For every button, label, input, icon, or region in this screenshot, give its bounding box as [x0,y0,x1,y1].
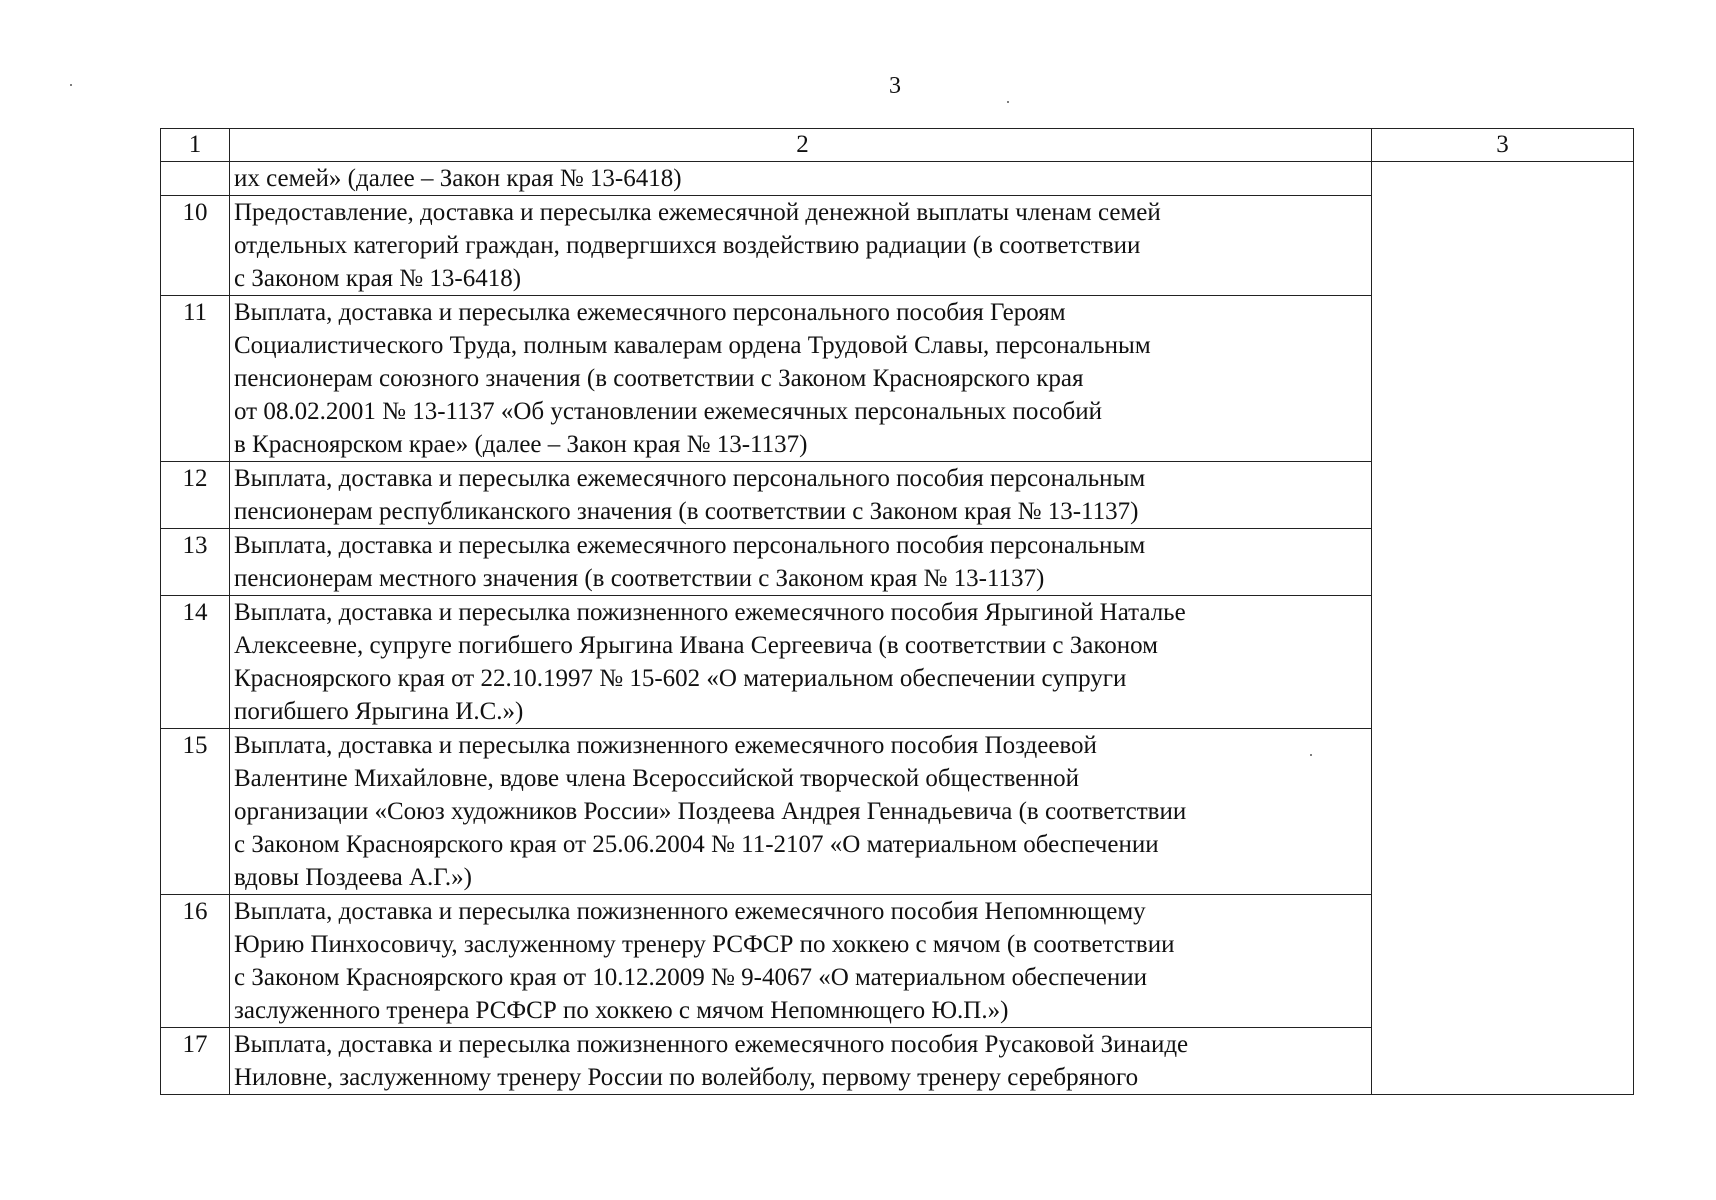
row-number: 10 [161,196,230,296]
row-number: 17 [161,1028,230,1095]
benefits-table [160,128,1634,1095]
row-number: 15 [161,729,230,895]
row-text-content: Выплата, доставка и пересылка пожизненного ежемесячного пособия Русаковой Зинаиде Ниловне, заслуженному тренеру России по волейболу, первому тренеру серебряного [234,1031,1189,1091]
row-text [230,162,1372,196]
row-number: 14 [161,596,230,729]
table-row [161,162,1634,196]
row-text [230,196,1372,296]
row-number [161,162,230,196]
row-text-content: Выплата, доставка и пересылка пожизненного ежемесячного пособия Ярыгиной Наталье Алексеевне, супруге погибшего Ярыгина Ивана Сергеевича (в соответствии с Законом Красноярского края от 22.10.1997 № 15-602 «О материальном обеспечении супруги погибшего Ярыгина И.С.») [234,599,1186,725]
scan-speck [1007,101,1009,103]
row-text [230,296,1372,462]
row-text-content: Выплата, доставка и пересылка пожизненного ежемесячного пособия Поздеевой Валентине Михайловне, вдове члена Всероссийской творческой общественной организации «Союз художников России» Поздеева Андрея Геннадьевича (в соответствии с Законом Красноярского края от 25.06.2004 № 11-2107 «О материальном обеспечении вдовы Поздеева А.Г.») [234,732,1187,891]
row-text-content: Выплата, доставка и пересылка пожизненного ежемесячного пособия Непомнющему Юрию Пинхосовичу, заслуженному тренеру РСФСР по хоккею с мячом (в соответствии с Законом Красноярского края от 10.12.2009 № 9-4067 «О материальном обеспечении заслуженного тренера РСФСР по хоккею с мячом Непомнющего Ю.П.») [234,898,1175,1024]
row-text [230,895,1372,1028]
row-text-content: их семей» (далее – Закон края № 13-6418) [234,165,682,192]
row-text [230,729,1372,895]
row-number: 11 [161,296,230,462]
row-text [230,1028,1372,1095]
row-text-content: Выплата, доставка и пересылка ежемесячного персонального пособия Героям Социалистического Труда, полным кавалерам ордена Трудовой Славы, персональным пенсионерам союзного значения (в соответствии с Законом Красноярского края от 08.02.2001 № 13-1137 «Об установлении ежемесячных персональных пособий в Красноярском крае» (далее – Закон края № 13-1137) [234,299,1151,458]
table-header-row [161,129,1634,162]
header-col-1: 1 [161,129,230,162]
row-text-content: Выплата, доставка и пересылка ежемесячного персонального пособия персональным пенсионерам местного значения (в соответствии с Законом края № 13-1137) [234,532,1146,592]
row-text [230,462,1372,529]
row-text [230,596,1372,729]
page-number: 3 [889,73,901,99]
scan-speck [70,84,72,86]
row-number: 13 [161,529,230,596]
header-col-3: 3 [1372,129,1634,162]
row-text-content: Выплата, доставка и пересылка ежемесячного персонального пособия персональным пенсионерам республиканского значения (в соответствии с Законом края № 13-1137) [234,465,1146,525]
col3-cell [1372,162,1634,1095]
row-text [230,529,1372,596]
row-number: 16 [161,895,230,1028]
row-number: 12 [161,462,230,529]
row-text-content: Предоставление, доставка и пересылка ежемесячной денежной выплаты членам семей отдельных категорий граждан, подвергшихся воздействию радиации (в соответствии с Законом края № 13-6418) [234,199,1161,292]
header-col-2: 2 [230,129,1372,162]
